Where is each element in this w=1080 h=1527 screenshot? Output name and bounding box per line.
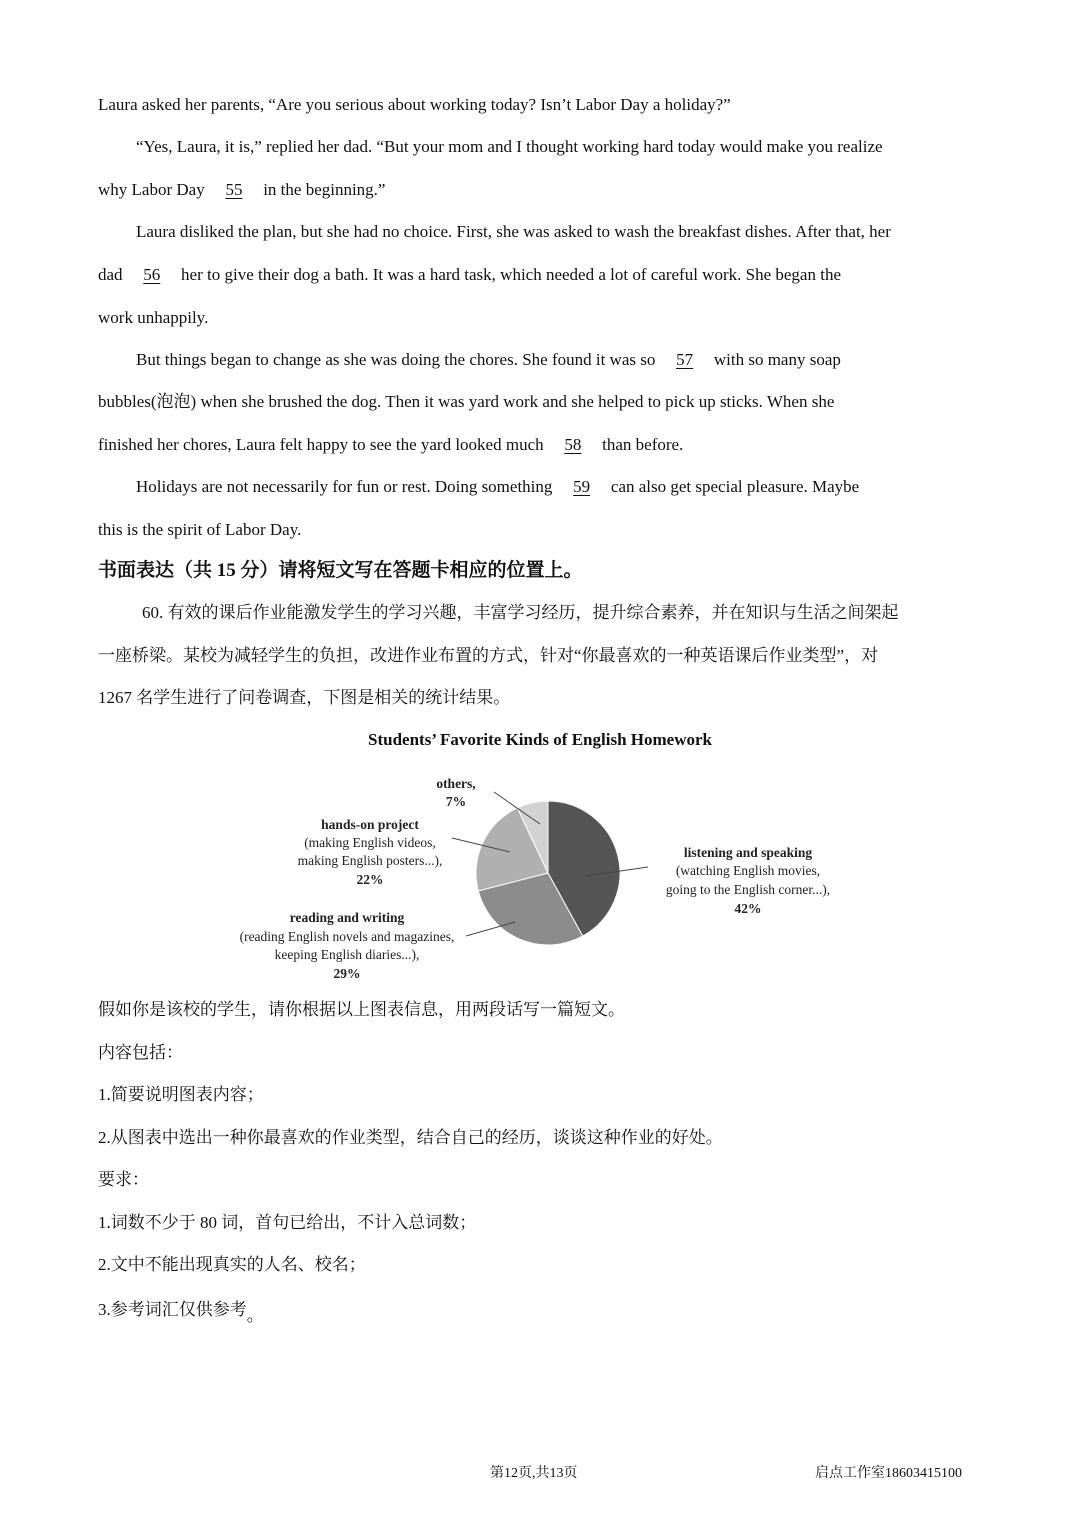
text-span: in the beginning.” [263, 180, 386, 199]
passage-line: Laura disliked the plan, but she had no choice. First, she was asked to wash the breakfast dishes. After that, her [136, 222, 891, 241]
section-heading: 书面表达（共 15 分）请将短文写在答题卡相应的位置上。 [98, 560, 583, 581]
label-listening-detail: (watching English movies, [675, 863, 821, 878]
label-handson-detail: making English posters...), [297, 853, 443, 868]
passage-line [136, 475, 1026, 499]
instruction-line: 要求： [98, 1170, 149, 1189]
passage-line [98, 433, 988, 457]
instruction-line: 2.文中不能出现真实的人名、校名； [98, 1255, 366, 1274]
blank-56: 56 [143, 265, 161, 284]
text-span: can also get special pleasure. Maybe [610, 477, 860, 496]
label-handson-detail: (making English videos, [304, 835, 436, 850]
pie-slices [476, 801, 620, 945]
instruction-line: 2.从图表中选出一种你最喜欢的作业类型，结合自己的经历，谈谈这种作业的好处。 [98, 1128, 723, 1147]
text-span: her to give their dog a bath. It was a hard task, which needed a lot of careful work. She began the [181, 265, 841, 284]
instruction-line: 1.词数不少于 80 词，首句已给出，不计入总词数； [98, 1213, 477, 1232]
text-span: than before. [602, 435, 684, 454]
passage-line [98, 178, 988, 202]
blank-55: 55 [225, 180, 243, 199]
blank-59: 59 [573, 477, 591, 496]
label-listening-value: 42% [734, 901, 762, 916]
passage-line [98, 263, 988, 287]
text-span: dad [98, 265, 123, 284]
label-reading-detail: keeping English diaries...), [274, 947, 420, 962]
text-span: 3.参考词汇仅供参考 [98, 1300, 247, 1319]
instruction-line: 内容包括： [98, 1043, 183, 1062]
pie-chart [0, 760, 1080, 990]
footer-studio: 启点工作室18603415100 [815, 1466, 962, 1481]
instruction-line [98, 1298, 988, 1325]
label-reading-name: reading and writing [289, 910, 405, 925]
text-span: with so many soap [713, 350, 841, 369]
passage-line [136, 348, 1026, 372]
text-span: But things began to change as she was doing the chores. She found it was so [136, 350, 656, 369]
label-reading-detail: (reading English novels and magazines, [239, 929, 455, 944]
label-listening-name: listening and speaking [683, 845, 813, 860]
text-span: finished her chores, Laura felt happy to see the yard looked much [98, 435, 544, 454]
text-span: 。 [246, 1306, 264, 1325]
chart-title: Students’ Favorite Kinds of English Homework [368, 730, 712, 749]
instruction-line: 假如你是该校的学生，请你根据以上图表信息，用两段话写一篇短文。 [98, 1000, 625, 1019]
blank-57: 57 [676, 350, 694, 369]
text-span: Holidays are not necessarily for fun or rest. Doing something [136, 477, 553, 496]
passage-line: work unhappily. [98, 308, 209, 327]
question-line: 1267 名学生进行了问卷调查，下图是相关的统计结果。 [98, 688, 511, 707]
label-handson-value: 22% [356, 872, 384, 887]
label-others-value: 7% [445, 794, 467, 809]
page-number: 第12页,共13页 [490, 1466, 578, 1481]
label-handson-name: hands-on project [321, 817, 419, 832]
question-line: 一座桥梁。某校为减轻学生的负担，改进作业布置的方式，针对“你最喜欢的一种英语课后作业类型”，对 [98, 646, 879, 665]
label-listening-detail: going to the English corner...), [665, 882, 831, 897]
label-reading-value: 29% [333, 966, 361, 981]
blank-58: 58 [564, 435, 582, 454]
label-others-name: others, [436, 776, 476, 791]
passage-line: Laura asked her parents, “Are you serious about working today? Isn’t Labor Day a holiday?” [98, 95, 731, 114]
passage-line: bubbles(泡泡) when she brushed the dog. Then it was yard work and she helped to pick up sticks. When she [98, 392, 835, 411]
passage-line: this is the spirit of Labor Day. [98, 520, 302, 539]
passage-line: “Yes, Laura, it is,” replied her dad. “But your mom and I thought working hard today would make you realize [136, 137, 883, 156]
instruction-line: 1.简要说明图表内容； [98, 1085, 264, 1104]
text-span: why Labor Day [98, 180, 205, 199]
question-line: 60. 有效的课后作业能激发学生的学习兴趣，丰富学习经历，提升综合素养，并在知识与生活之间架起 [142, 603, 899, 622]
